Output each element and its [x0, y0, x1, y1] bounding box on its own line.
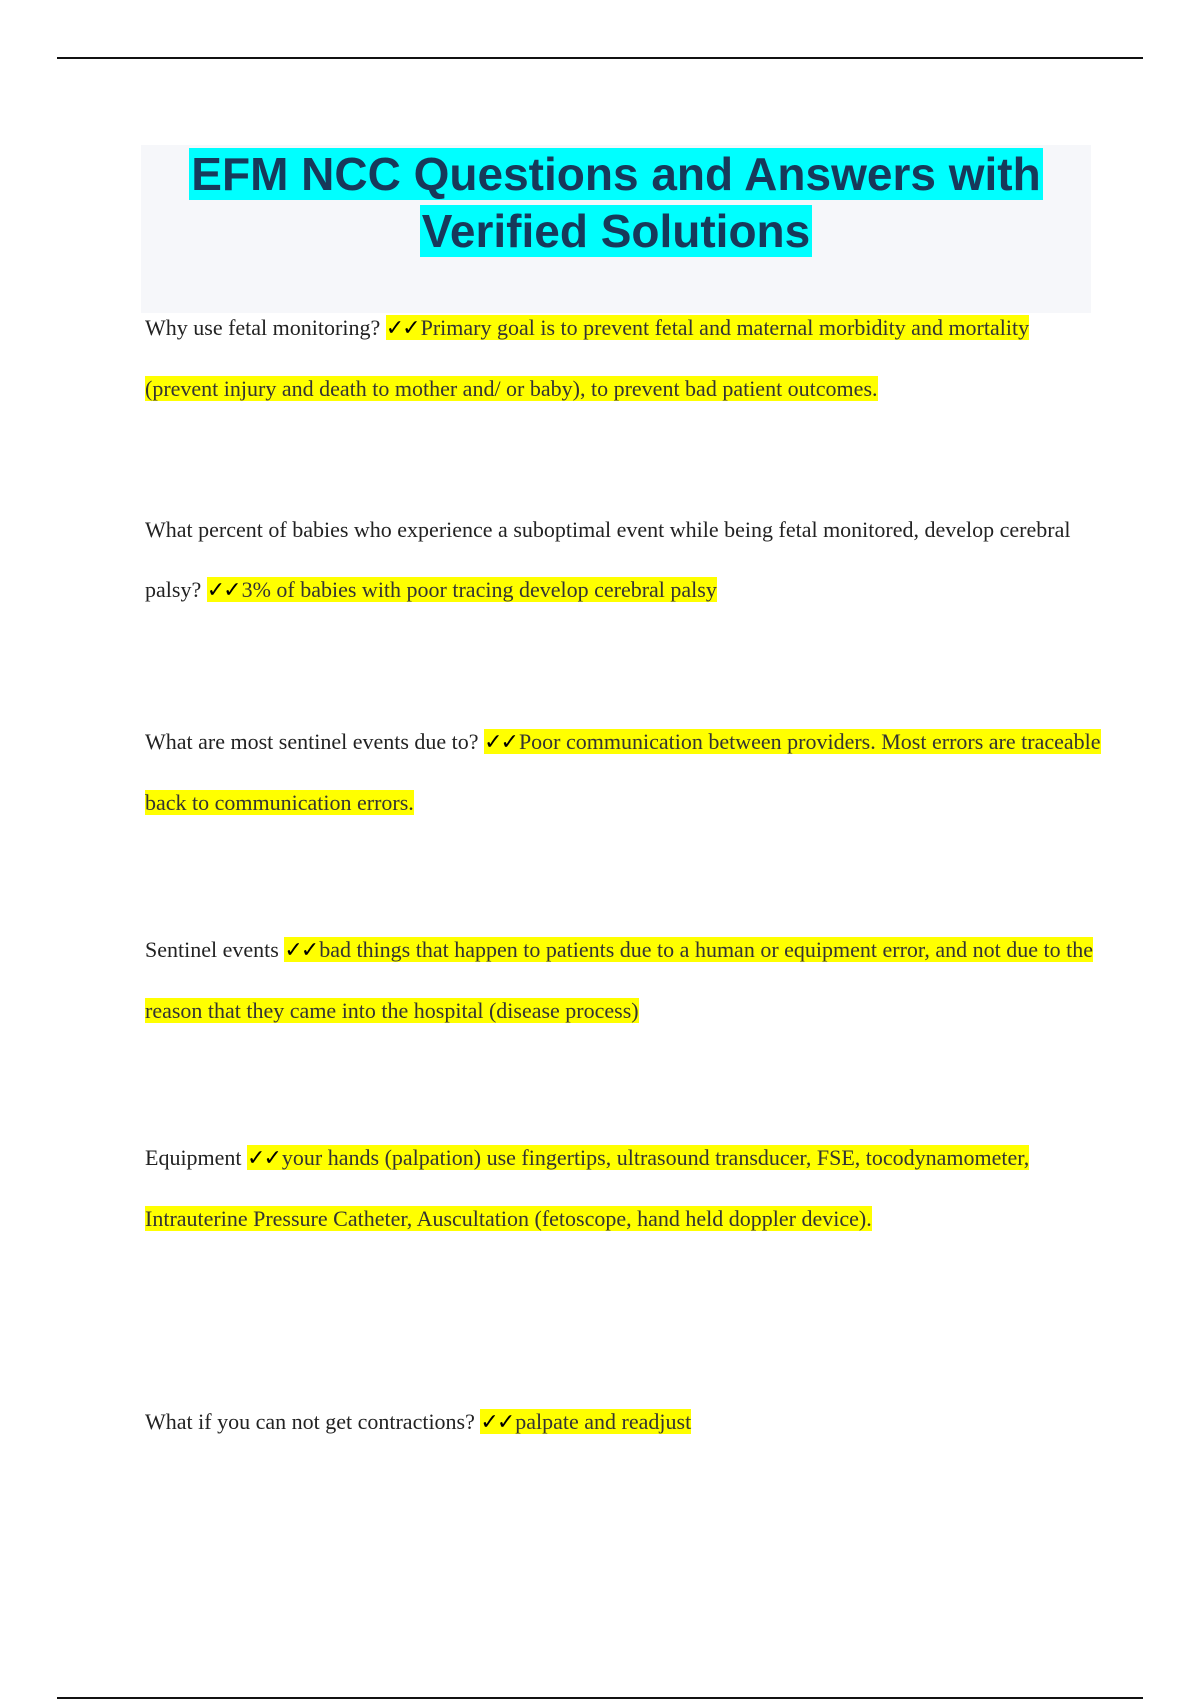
answer-highlight — [145, 937, 1093, 1023]
double-check-icon: ✓✓ — [385, 316, 419, 341]
double-check-icon: ✓✓ — [206, 578, 240, 603]
document-title — [141, 145, 1091, 260]
answer-text: 3% of babies with poor tracing develop cerebral palsy — [241, 577, 717, 602]
question-text: Equipment — [145, 1145, 242, 1170]
answer-highlight — [207, 577, 717, 602]
question-text: Sentinel events — [145, 937, 279, 962]
answer-highlight — [145, 1145, 1029, 1231]
qa-item-1 — [145, 298, 1105, 419]
title-line-1: EFM NCC Questions and Answers with — [191, 148, 1041, 200]
double-check-icon: ✓✓ — [247, 1146, 280, 1171]
title-block — [141, 145, 1091, 313]
title-line-2: Verified Solutions — [421, 205, 811, 257]
qa-item-4 — [145, 920, 1105, 1041]
double-check-icon: ✓✓ — [284, 938, 318, 963]
question-text: Why use fetal monitoring? — [145, 315, 381, 340]
answer-text: Primary goal is to prevent fetal and maternal morbidity and mortality (prevent injury and death to mother and/ or baby), to prevent bad patient outcomes. — [145, 315, 1030, 401]
top-rule — [57, 57, 1143, 59]
question-text: What percent of babies who experience a suboptimal event while being fetal monitored, develop cerebral palsy? — [145, 517, 1071, 602]
bottom-rule — [57, 1697, 1143, 1699]
double-check-icon: ✓✓ — [480, 1410, 514, 1435]
question-text: What if you can not get contractions? — [145, 1409, 475, 1434]
answer-highlight — [480, 1409, 691, 1434]
question-text: What are most sentinel events due to? — [145, 729, 479, 754]
answer-text: palpate and readjust — [515, 1409, 692, 1434]
answer-text: your hands (palpation) use fingertips, ultrasound transducer, FSE, tocodynamometer, Intrauterine Pressure Catheter, Auscultation (fetoscope, hand held doppler device). — [145, 1145, 1030, 1231]
qa-item-6 — [145, 1392, 1105, 1453]
qa-item-3 — [145, 712, 1105, 833]
answer-text: Poor communication between providers. Most errors are traceable back to communication errors. — [145, 729, 1101, 815]
answer-text: bad things that happen to patients due to a human or equipment error, and not due to the reason that they came into the hospital (disease process) — [145, 937, 1094, 1023]
double-check-icon: ✓✓ — [484, 730, 517, 755]
qa-item-5 — [145, 1128, 1105, 1249]
qa-item-2 — [145, 500, 1105, 621]
